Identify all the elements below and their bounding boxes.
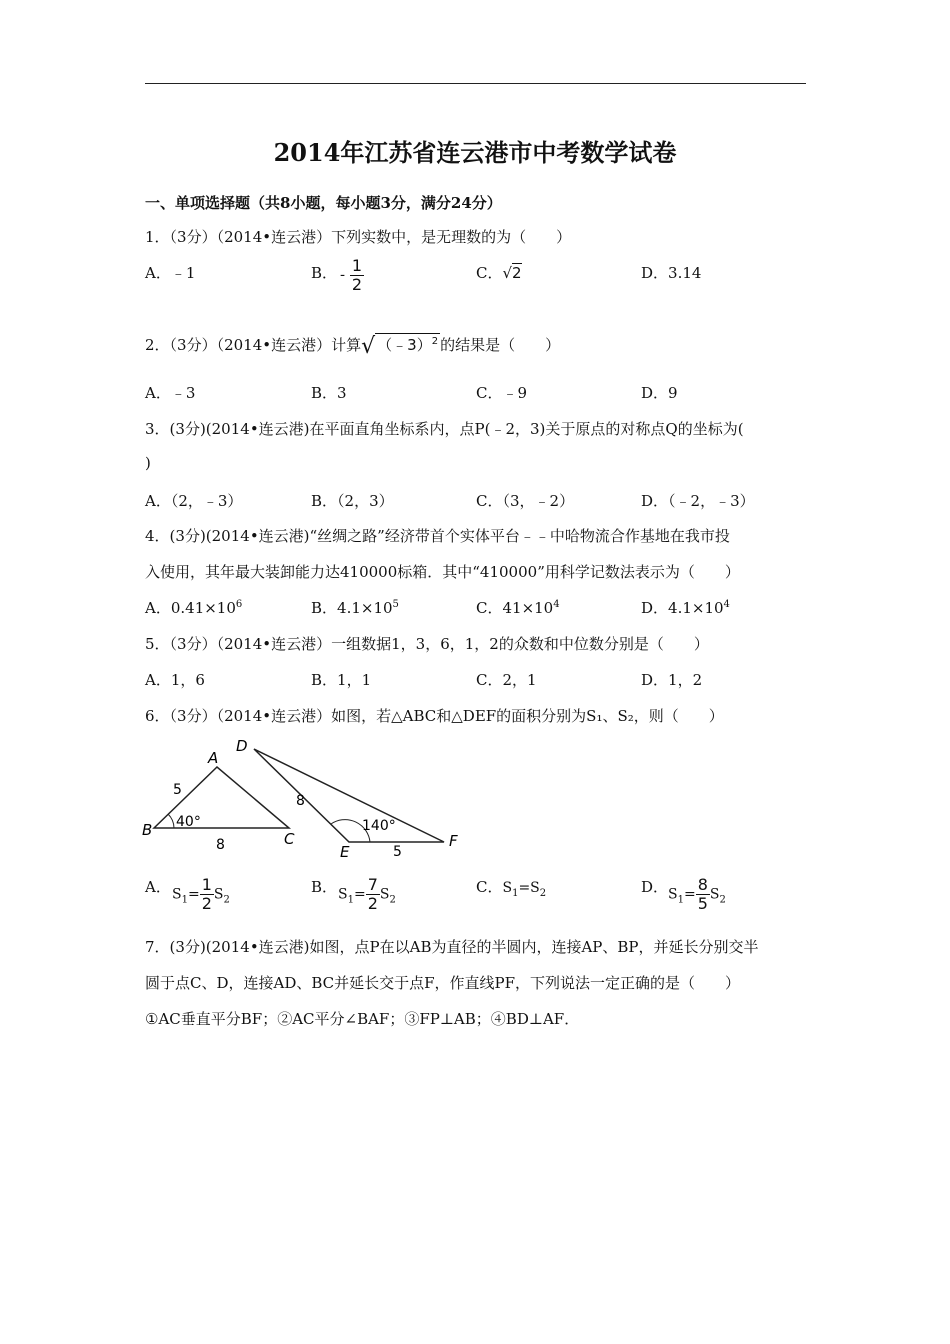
q4-a-exp: 6: [235, 599, 243, 610]
q4-option-c: [476, 597, 560, 618]
q6-option-b: [338, 877, 396, 912]
q5-option-b: B．1，1: [311, 671, 372, 689]
sub: 1: [677, 894, 684, 906]
q1-b-sign: -: [340, 265, 346, 284]
q6-option-d: [668, 877, 726, 912]
q2-option-d: D．9: [641, 384, 678, 402]
q6-option-c-label: C．: [476, 878, 503, 896]
sub: 1: [347, 894, 354, 906]
q4-b-exp: 5: [392, 599, 399, 610]
q1-b-fraction: [350, 258, 364, 293]
q4-c-exp: 4: [553, 599, 560, 610]
label-b: B: [142, 821, 153, 839]
eq: =: [187, 886, 200, 903]
s-symbol: S: [338, 886, 348, 903]
label-c: C: [284, 830, 295, 848]
q1-option-b-label: B．: [311, 264, 338, 282]
label-e: E: [340, 843, 350, 860]
q4-option-d: [641, 597, 730, 618]
numerator: 1: [201, 875, 212, 894]
q2-option-a: A．﹣3: [145, 384, 196, 402]
angle-b-arc: [168, 814, 174, 828]
eq: =: [353, 886, 366, 903]
sub: 2: [389, 894, 396, 906]
s-symbol: S: [709, 886, 720, 903]
sub: 1: [512, 888, 519, 899]
angle-b-value: 40°: [176, 814, 201, 830]
label-f: F: [449, 832, 458, 850]
sub: 2: [223, 894, 230, 906]
q1-option-c: [476, 262, 522, 283]
q2-stem-post: 的结果是（ ）: [440, 336, 561, 354]
q1-option-b-value: [340, 258, 364, 293]
q7-line3: ①AC垂直平分BF；②AC平分∠BAF；③FP⊥AB；④BD⊥AF．: [145, 1010, 580, 1028]
q3-option-d: D．（﹣2，﹣3）: [641, 492, 755, 510]
q3-option-b: B．（2，3）: [311, 492, 394, 510]
q7-line1: 7．(3分)(2014•连云港)如图，点P在以AB为直径的半圆内，连接AP、BP，并延长分别交半: [145, 938, 759, 956]
label-d: D: [236, 737, 248, 755]
denominator: 2: [367, 894, 378, 913]
q3-line1: 3．(3分)(2014•连云港)在平面直角坐标系内，点P(﹣2，3)关于原点的对称点Q的坐标为(: [145, 420, 744, 438]
denominator: 2: [351, 275, 363, 294]
q3-line2: ): [145, 454, 151, 472]
q1-option-b: [311, 262, 337, 283]
q4-b-base: B．4.1×10: [311, 599, 393, 617]
q6-option-b-label: B．: [311, 878, 338, 896]
q4-option-a: [145, 597, 242, 618]
section-heading: 一、单项选择题（共8小题，每小题3分，满分24分）: [145, 194, 502, 212]
q2-radicand-text: （﹣3）: [377, 336, 432, 354]
denominator: 2: [201, 894, 212, 913]
q3-option-c: C．（3，﹣2）: [476, 492, 575, 510]
q6-option-a: [172, 877, 230, 912]
q1-stem: 1．（3分）（2014•连云港）下列实数中，是无理数的为（ ）: [145, 228, 572, 246]
eq: =S: [518, 880, 540, 896]
denominator: 5: [697, 894, 708, 913]
q1-option-d: D．3.14: [641, 264, 702, 282]
q6-option-c: [476, 876, 546, 899]
numerator: 7: [367, 875, 378, 894]
q4-line2: 入使用，其年最大装卸能力达410000标箱．其中“410000”用科学记数法表示为（ ）: [145, 563, 740, 581]
s-symbol: S: [213, 886, 224, 903]
q2-stem: [145, 334, 560, 359]
s-symbol: S: [379, 886, 390, 903]
q6-triangles-figure: [140, 735, 480, 860]
s-symbol: S: [172, 886, 182, 903]
q2-option-b: B．3: [311, 384, 347, 402]
numerator: 8: [697, 875, 708, 894]
q6-d-fraction: [696, 877, 710, 912]
sub: 1: [181, 894, 188, 906]
header-rule: [145, 83, 806, 84]
q4-a-base: A．0.41×10: [145, 599, 236, 617]
sub: 2: [719, 894, 726, 906]
page-title: 2014年江苏省连云港市中考数学试卷: [273, 138, 677, 167]
length-ef: 5: [393, 844, 402, 860]
length-ab: 5: [173, 782, 182, 798]
q4-d-base: D．4.1×10: [641, 599, 724, 617]
q6-stem: 6．（3分）（2014•连云港）如图，若△ABC和△DEF的面积分别为S₁、S₂，则（ ）: [145, 707, 724, 725]
q2-option-c: C．﹣9: [476, 384, 528, 402]
q1-option-a: A．﹣1: [145, 264, 196, 282]
q2-exponent: 2: [431, 336, 439, 347]
q5-option-d: D．1，2: [641, 671, 703, 689]
q4-option-b: [311, 597, 399, 618]
q5-stem: 5．（3分）（2014•连云港）一组数据1，3，6，1，2的众数和中位数分别是（ ）: [145, 635, 709, 653]
q6-b-fraction: [366, 877, 380, 912]
q4-d-exp: 4: [723, 599, 730, 610]
length-bc: 8: [216, 837, 225, 853]
eq: =: [683, 886, 696, 903]
length-de: 8: [296, 793, 305, 809]
angle-e-value: 140°: [362, 818, 396, 834]
q6-option-d-label: D．: [641, 878, 669, 896]
q1-c-radicand: 2: [512, 264, 522, 282]
sqrt-sign: √: [502, 264, 513, 282]
q2-radicand: [375, 333, 440, 354]
q2-stem-pre: 2．（3分）（2014•连云港）计算: [145, 336, 362, 354]
q6-a-fraction: [200, 877, 214, 912]
q3-option-a: A．（2，﹣3）: [145, 492, 243, 510]
q4-line1: 4．(3分)(2014•连云港)“丝绸之路”经济带首个实体平台﹣﹣中哈物流合作基地在我市投: [145, 527, 730, 545]
q5-option-c: C．2，1: [476, 671, 537, 689]
numerator: 1: [351, 256, 363, 275]
s-symbol: S: [668, 886, 678, 903]
q7-line2: 圆于点C、D，连接AD、BC并延长交于点F，作直线PF，下列说法一定正确的是（ ）: [145, 974, 741, 992]
q5-option-a: A．1，6: [145, 671, 205, 689]
sqrt-sign: √: [361, 334, 376, 359]
sub: 2: [539, 888, 547, 899]
q4-c-base: C．41×10: [476, 599, 554, 617]
s-symbol: S: [502, 880, 513, 896]
label-a: A: [208, 749, 219, 767]
q1-option-c-label: C．: [476, 264, 503, 282]
q6-option-a-label: A．: [145, 878, 171, 896]
